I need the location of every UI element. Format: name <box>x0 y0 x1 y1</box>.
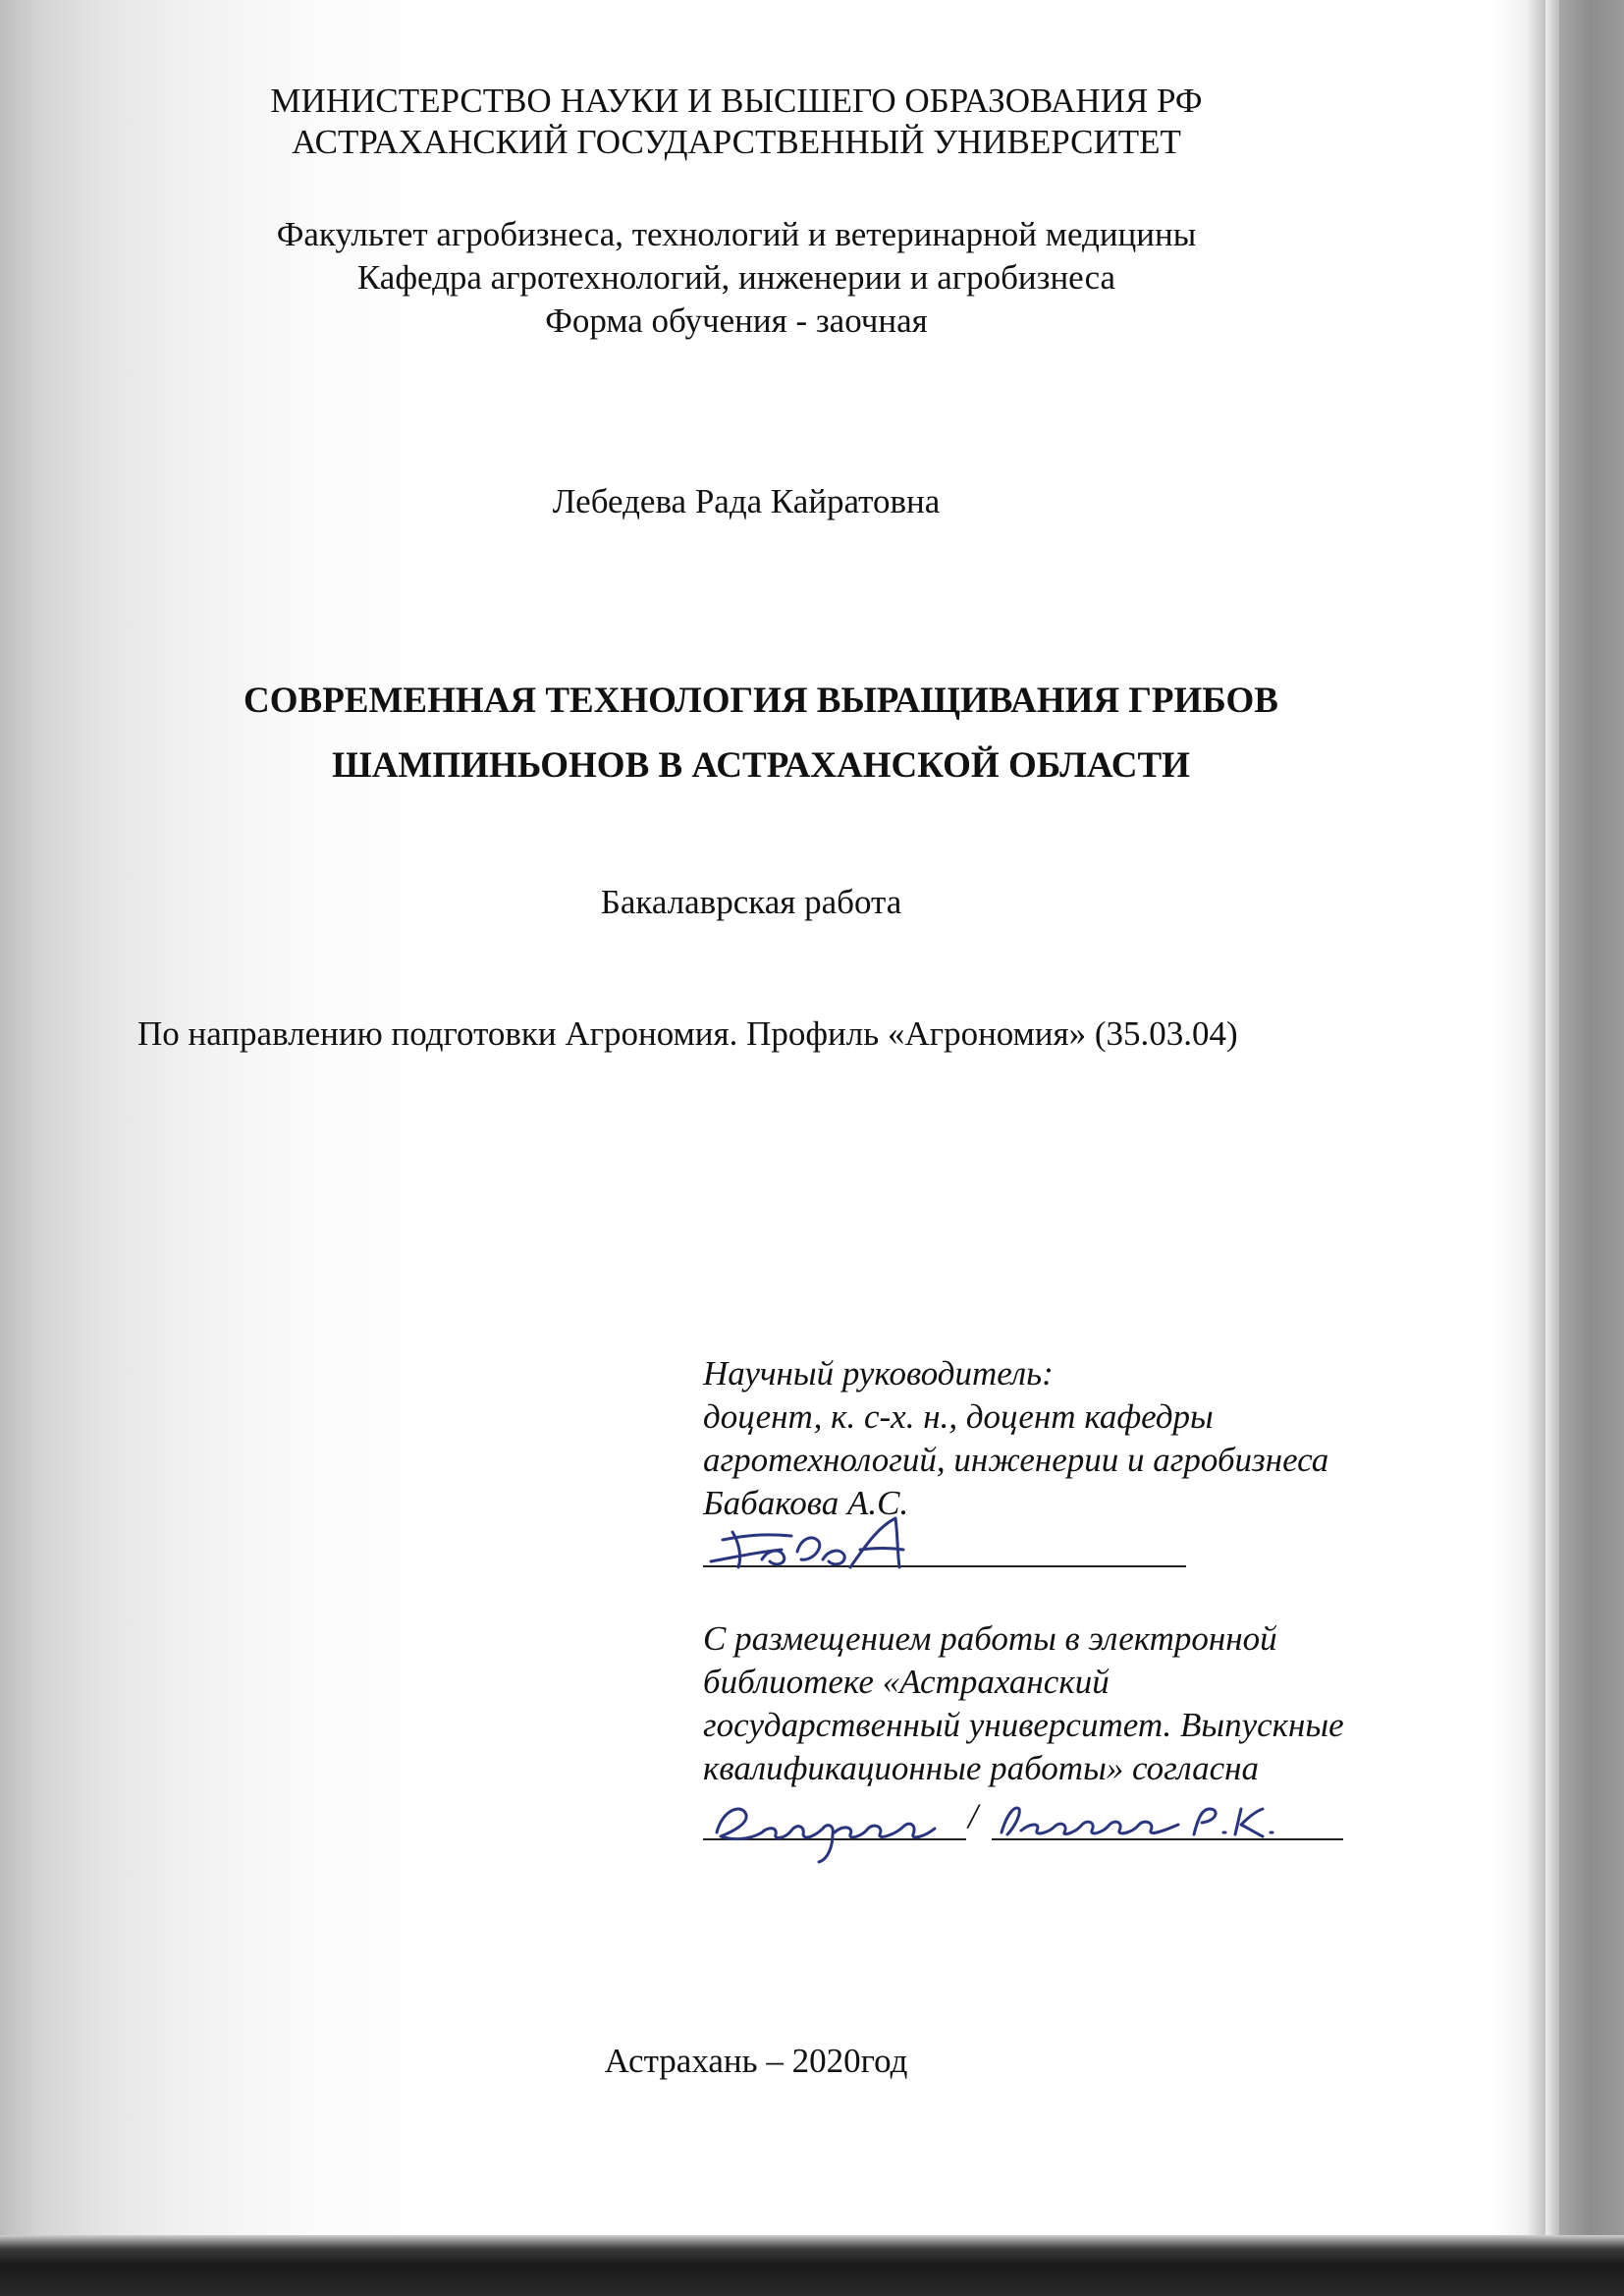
supervisor-signature <box>703 1512 939 1577</box>
study-form-line: Форма обучения - заочная <box>545 301 928 340</box>
consent-line-4: квалификационные работы» согласна <box>703 1749 1259 1787</box>
city-year: Астрахань – 2020год <box>604 2042 908 2080</box>
author-name: Лебедева Рада Кайратовна <box>552 482 941 520</box>
signature-separator: / <box>968 1796 979 1835</box>
page-edge-shadow <box>1545 0 1559 2296</box>
thesis-title-line-1: СОВРЕМЕННАЯ ТЕХНОЛОГИЯ ВЫРАЩИВАНИЯ ГРИБОВ <box>244 681 1278 721</box>
department-line: Кафедра агротехнологий, инженерии и агробизнеса <box>356 258 1116 297</box>
thesis-title-line-2: ШАМПИНЬОНОВ В АСТРАХАНСКОЙ ОБЛАСТИ <box>332 745 1190 786</box>
supervisor-position-1: доцент, к. с-х. н., доцент кафедры <box>703 1397 1214 1436</box>
study-direction: По направлению подготовки Агрономия. Профиль «Агрономия» (35.03.04) <box>137 1014 1238 1053</box>
consent-signature <box>703 1789 968 1868</box>
consent-line-3: государственный университет. Выпускные <box>703 1706 1344 1744</box>
consent-signature-name <box>992 1795 1345 1844</box>
work-type: Бакалаврская работа <box>600 883 902 921</box>
supervisor-name: Бабакова А.С. <box>703 1484 909 1522</box>
supervisor-position-2: агротехнологий, инженерии и агробизнеса <box>703 1441 1329 1479</box>
university-line: АСТРАХАНСКИЙ ГОСУДАРСТВЕННЫЙ УНИВЕРСИТЕТ <box>292 123 1181 161</box>
supervisor-heading: Научный руководитель: <box>703 1354 1054 1393</box>
faculty-line: Факультет агробизнеса, технологий и ветеринарной медицины <box>276 215 1197 253</box>
scan-bottom-edge <box>0 2235 1624 2296</box>
consent-line-2: библиотеке «Астраханский <box>703 1663 1110 1701</box>
consent-line-1: С размещением работы в электронной <box>703 1619 1277 1658</box>
ministry-line: МИНИСТЕРСТВО НАУКИ И ВЫСШЕГО ОБРАЗОВАНИЯ РФ <box>270 82 1203 120</box>
